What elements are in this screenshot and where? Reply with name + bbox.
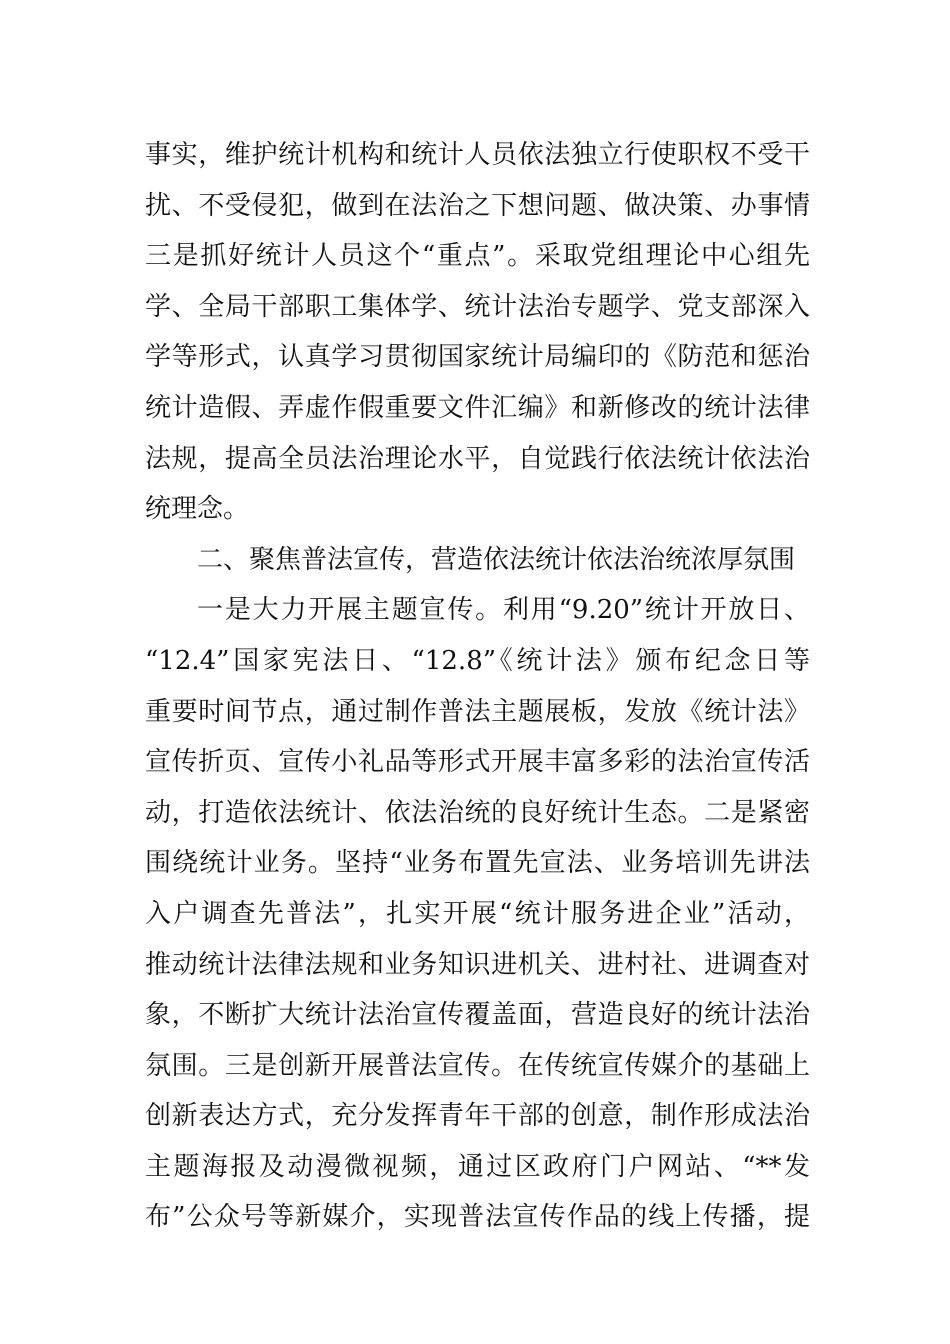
text-line: 统理念。 (145, 494, 250, 525)
text-line: “12.4”国家宪法日、“12.8”《统计法》颁布纪念日等 (145, 645, 810, 676)
text-line: 学、全局干部职工集体学、统计法治专题学、党支部深入 (145, 291, 810, 322)
text-line: 主题海报及动漫微视频，通过区政府门户网站、“**发 (145, 1151, 810, 1182)
text-line: 学等形式，认真学习贯彻国家统计局编印的《防范和惩治 (145, 342, 810, 373)
text-line: 围绕统计业务。坚持“业务布置先宣法、业务培训先讲法 (145, 848, 810, 879)
text-line: 扰、不受侵犯，做到在法治之下想问题、做决策、办事情 (145, 190, 810, 221)
text-line: 象，不断扩大统计法治宣传覆盖面，营造良好的统计法治 (145, 1000, 810, 1031)
text-line: 入户调查先普法”，扎实开展“统计服务进企业”活动， (145, 898, 810, 929)
text-line: 氛围。三是创新开展普法宣传。在传统宣传媒介的基础上 (145, 1050, 810, 1081)
text-line: 布”公众号等新媒介，实现普法宣传作品的线上传播，提 (145, 1202, 810, 1233)
text-line: 三是抓好统计人员这个“重点”。采取党组理论中心组先 (145, 241, 810, 272)
body-text (145, 130, 810, 1243)
text-line: 统计造假、弄虚作假重要文件汇编》和新修改的统计法律 (145, 392, 810, 423)
text-line: 创新表达方式，充分发挥青年干部的创意，制作形成法治 (145, 1101, 810, 1132)
text-line: 宣传折页、宣传小礼品等形式开展丰富多彩的法治宣传活 (145, 747, 810, 778)
text-line: 动，打造依法统计、依法治统的良好统计生态。二是紧密 (145, 797, 810, 828)
text-line: 推动统计法律法规和业务知识进机关、进村社、进调查对 (145, 949, 810, 980)
text-line: 一是大力开展主题宣传。利用“9.20”统计开放日、 (197, 595, 810, 626)
text-line: 重要时间节点，通过制作普法主题展板，发放《统计法》 (145, 696, 810, 727)
text-line: 法规，提高全员法治理论水平，自觉践行依法统计依法治 (145, 443, 810, 474)
text-line: 事实，维护统计机构和统计人员依法独立行使职权不受干 (145, 140, 810, 170)
section-heading: 二、聚焦普法宣传，营造依法统计依法治统浓厚氛围 (197, 544, 796, 575)
